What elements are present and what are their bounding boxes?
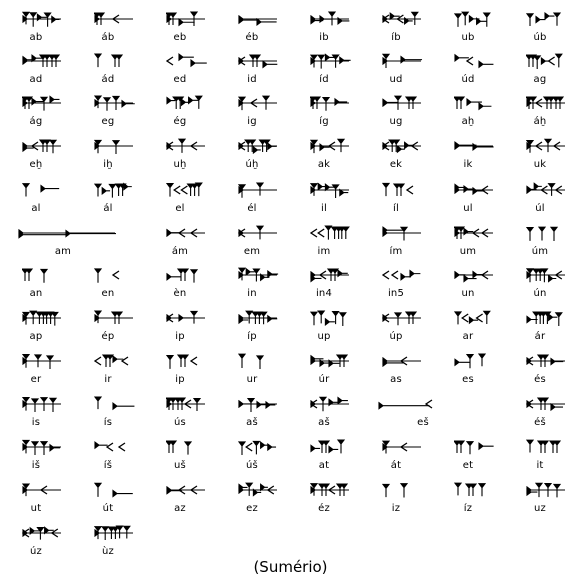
cuneiform-ul-icon — [454, 182, 496, 198]
sign-cell — [440, 90, 512, 130]
sign-label: éb — [245, 32, 259, 43]
sign-cell — [296, 391, 368, 431]
sign-cell — [368, 48, 440, 88]
cuneiform-ut2-icon — [94, 482, 136, 498]
cuneiform-ar2-icon — [526, 310, 568, 326]
sign-label: ur — [246, 374, 258, 385]
sign-cell — [296, 220, 368, 260]
sign-cell — [296, 262, 368, 302]
sign-label: ar — [462, 331, 474, 342]
cuneiform-ak-icon — [310, 138, 352, 154]
cuneiform-esh2-icon — [526, 396, 568, 412]
sign-cell — [368, 177, 440, 217]
cuneiform-uk-icon — [526, 138, 568, 154]
cuneiform-ip-b-icon — [166, 353, 208, 369]
cuneiform-ag-icon — [526, 53, 568, 69]
sign-label: ap — [29, 331, 43, 342]
cuneiform-in5-icon — [382, 267, 424, 283]
sign-label: uš — [174, 460, 186, 471]
sign-cell — [512, 348, 581, 388]
cuneiform-es-icon — [454, 353, 496, 369]
cuneiform-at-icon — [310, 439, 352, 455]
cuneiform-uh-icon — [166, 138, 208, 154]
cuneiform-ush-icon — [166, 439, 208, 455]
sign-label: ár — [534, 331, 546, 342]
sign-label: at — [318, 460, 330, 471]
cuneiform-er-icon — [22, 353, 64, 369]
sign-label: el — [175, 203, 185, 214]
cuneiform-um2-icon — [526, 225, 568, 241]
cuneiform-ar-icon — [454, 310, 496, 326]
cuneiform-al-icon — [22, 182, 64, 198]
cuneiform-uz2-icon — [22, 525, 64, 541]
sign-label: úš — [246, 460, 258, 471]
sign-cell — [224, 477, 296, 517]
sign-cell — [8, 90, 80, 130]
cuneiform-ip-icon — [166, 310, 208, 326]
cuneiform-it-icon — [526, 439, 568, 455]
sign-label: it — [536, 460, 544, 471]
sign-cell — [440, 262, 512, 302]
sign-cell — [512, 262, 581, 302]
sign-cell — [8, 48, 80, 88]
sign-label: eš — [417, 417, 429, 428]
sign-cell — [152, 90, 224, 130]
sign-label: ez — [246, 503, 258, 514]
cuneiform-ih-icon — [94, 138, 136, 154]
sign-label: úz — [30, 546, 42, 557]
sign-cell — [80, 90, 152, 130]
sign-cell — [152, 348, 224, 388]
sign-label: al — [31, 203, 41, 214]
sign-label: eg — [101, 116, 115, 127]
sign-cell — [512, 220, 581, 260]
cuneiform-el2-icon — [238, 182, 280, 198]
sign-cell — [296, 133, 368, 173]
sign-cell — [368, 90, 440, 130]
sign-cell — [224, 348, 296, 388]
cuneiform-im-icon — [310, 225, 352, 241]
sign-label: úr — [318, 374, 330, 385]
sign-cell — [224, 133, 296, 173]
sign-cell — [8, 6, 80, 46]
cuneiform-en3-icon — [166, 267, 208, 283]
sign-cell — [296, 477, 368, 517]
sign-cell — [512, 477, 581, 517]
cuneiform-ur2-icon — [310, 353, 352, 369]
sign-cell — [440, 48, 512, 88]
cuneiform-in-icon — [238, 267, 280, 283]
sign-cell — [8, 477, 80, 517]
cuneiform-ed-icon — [166, 53, 208, 69]
sign-label: éš — [534, 417, 546, 428]
sign-cell — [440, 434, 512, 474]
cuneiform-ez2-icon — [310, 482, 352, 498]
cuneiform-am2-icon — [166, 225, 208, 241]
sign-label: iz — [391, 503, 401, 514]
cuneiform-ul2-icon — [526, 182, 568, 198]
sign-label: ip — [175, 331, 185, 342]
sign-cell — [440, 177, 512, 217]
sign-label: ip — [175, 374, 185, 385]
sign-label: id — [247, 74, 257, 85]
sign-label: íl — [393, 203, 399, 214]
sign-label: áḫ — [533, 116, 547, 127]
sign-label: áb — [101, 32, 115, 43]
sign-label: as — [390, 374, 402, 385]
sign-label: an — [29, 288, 43, 299]
cuneiform-uh2-icon — [238, 138, 280, 154]
sign-cell — [512, 391, 581, 431]
cuneiform-ut-icon — [22, 482, 64, 498]
sign-cell — [296, 48, 368, 88]
cuneiform-ah2-icon — [526, 95, 568, 111]
sign-label: en — [101, 288, 115, 299]
sign-label: aḫ — [461, 116, 475, 127]
cuneiform-al2-icon — [94, 182, 136, 198]
cuneiform-ad-icon — [22, 53, 64, 69]
sign-cell — [152, 177, 224, 217]
sign-cell — [80, 177, 152, 217]
sign-cell — [80, 477, 152, 517]
sign-cell — [512, 133, 581, 173]
sign-label: úp — [389, 331, 403, 342]
sign-cell — [152, 391, 224, 431]
sign-cell — [440, 133, 512, 173]
sign-cell — [224, 48, 296, 88]
sign-label: ul — [463, 203, 473, 214]
cuneiform-is-icon — [22, 396, 64, 412]
sign-label: eḫ — [29, 159, 43, 170]
cuneiform-il2-icon — [382, 182, 424, 198]
sign-cell — [8, 177, 80, 217]
sign-cell — [440, 6, 512, 46]
sign-label: es — [462, 374, 474, 385]
sign-label: út — [102, 503, 114, 514]
sign-cell — [224, 177, 296, 217]
sign-label: up — [317, 331, 331, 342]
sign-label: uk — [533, 159, 547, 170]
sign-cell — [368, 262, 440, 302]
sign-label: uz — [534, 503, 546, 514]
cuneiform-esh-icon — [378, 396, 478, 412]
cuneiform-im2-icon — [382, 225, 424, 241]
sign-cell — [296, 6, 368, 46]
cuneiform-ag2-icon — [22, 95, 64, 111]
sign-label: ál — [103, 203, 113, 214]
sign-label: úl — [535, 203, 545, 214]
sign-label: ik — [463, 159, 473, 170]
sign-label: in5 — [387, 288, 405, 299]
cuneiform-as-icon — [382, 353, 424, 369]
sign-label: ím — [389, 246, 403, 257]
cuneiform-ad2-icon — [94, 53, 136, 69]
sign-label: in — [247, 288, 257, 299]
cuneiform-ip2-icon — [238, 310, 280, 326]
cuneiform-un2-icon — [526, 267, 568, 283]
sign-label: ib — [319, 32, 329, 43]
sign-label: um — [459, 246, 477, 257]
cuneiform-um-icon — [454, 225, 496, 241]
sign-cell — [80, 133, 152, 173]
sign-label: un — [461, 288, 475, 299]
sign-cell — [80, 262, 152, 302]
sign-cell — [512, 90, 581, 130]
sign-cell — [224, 434, 296, 474]
caption: (Sumério) — [253, 558, 328, 576]
sign-label: úm — [531, 246, 549, 257]
sign-label: iš — [31, 460, 41, 471]
cuneiform-us2-icon — [166, 396, 208, 412]
cuneiform-is2-icon — [94, 396, 136, 412]
cuneiform-ab2-icon — [94, 11, 136, 27]
sign-cell — [296, 177, 368, 217]
sign-label: ís — [103, 417, 113, 428]
cuneiform-ush2-icon — [238, 439, 280, 455]
sign-cell — [368, 348, 440, 388]
cuneiform-iz2-icon — [454, 482, 496, 498]
cuneiform-at2-icon — [382, 439, 424, 455]
sign-cell — [152, 477, 224, 517]
cuneiform-eb2-icon — [238, 11, 280, 27]
cuneiform-ah-icon — [454, 95, 496, 111]
cuneiform-ash-b-icon — [310, 396, 352, 412]
sign-label: ut — [30, 503, 42, 514]
sign-cell — [512, 6, 581, 46]
cuneiform-et-icon — [454, 439, 496, 455]
sign-label: ùz — [102, 546, 114, 557]
sign-label: ed — [173, 74, 187, 85]
sign-label: aš — [318, 417, 330, 428]
cuneiform-ish2-icon — [94, 439, 136, 455]
sign-label: ab — [29, 32, 43, 43]
sign-cell — [8, 305, 80, 345]
cuneiform-ash-icon — [238, 396, 280, 412]
cuneiform-ik-icon — [454, 138, 496, 154]
sign-label: am — [54, 246, 72, 257]
sign-cell — [368, 477, 440, 517]
sign-label: él — [247, 203, 257, 214]
sign-label: ág — [29, 116, 43, 127]
cuneiform-ib-icon — [310, 11, 352, 27]
sign-cell — [8, 434, 80, 474]
sign-label: ún — [533, 288, 547, 299]
sign-cell — [8, 220, 152, 260]
sign-cell — [152, 434, 224, 474]
sign-cell — [152, 262, 224, 302]
sign-cell — [440, 220, 512, 260]
sign-label: ép — [101, 331, 115, 342]
sign-label: in4 — [315, 288, 333, 299]
sign-label: át — [390, 460, 402, 471]
sign-cell — [512, 434, 581, 474]
sign-label: úb — [533, 32, 547, 43]
sign-label: ag — [533, 74, 547, 85]
sign-cell — [80, 434, 152, 474]
cuneiform-ur-icon — [238, 353, 280, 369]
sign-label: ég — [173, 116, 187, 127]
sign-cell — [368, 391, 512, 431]
cuneiform-iz-icon — [382, 482, 424, 498]
sign-cell — [8, 520, 80, 560]
cuneiform-em-icon — [238, 225, 280, 241]
sign-cell — [152, 305, 224, 345]
sign-label: íz — [463, 503, 473, 514]
cuneiform-ug-icon — [382, 95, 424, 111]
cuneiform-up2-icon — [382, 310, 424, 326]
cuneiform-ez-icon — [238, 482, 280, 498]
sign-label: ad — [29, 74, 43, 85]
sign-label: ak — [317, 159, 331, 170]
sign-cell — [80, 305, 152, 345]
sign-label: íg — [319, 116, 329, 127]
cuneiform-el-icon — [166, 182, 208, 198]
cuneiform-up-icon — [310, 310, 352, 326]
sign-cell — [152, 6, 224, 46]
sign-label: ub — [461, 32, 475, 43]
cuneiform-un-icon — [454, 267, 496, 283]
sign-label: ád — [101, 74, 115, 85]
sign-cell — [224, 90, 296, 130]
sign-label: eb — [173, 32, 187, 43]
sign-cell — [224, 6, 296, 46]
sign-label: aš — [246, 417, 258, 428]
sign-cell — [296, 305, 368, 345]
sign-cell — [296, 90, 368, 130]
sign-label: em — [243, 246, 261, 257]
sign-cell — [224, 262, 296, 302]
sign-cell — [8, 262, 80, 302]
sign-cell — [440, 348, 512, 388]
sign-cell — [80, 520, 152, 560]
sign-label: iḫ — [103, 159, 113, 170]
sign-cell — [440, 305, 512, 345]
sign-cell — [152, 133, 224, 173]
cuneiform-es2-icon — [526, 353, 568, 369]
sign-cell — [80, 48, 152, 88]
sign-label: im — [317, 246, 331, 257]
sign-cell — [152, 48, 224, 88]
cuneiform-ig2-icon — [310, 95, 352, 111]
cuneiform-ub2-icon — [526, 11, 568, 27]
sign-label: ug — [389, 116, 403, 127]
cuneiform-en-icon — [94, 267, 136, 283]
sign-cell — [512, 177, 581, 217]
sign-label: et — [462, 460, 474, 471]
cuneiform-eg-icon — [94, 95, 136, 111]
sign-cell — [224, 220, 296, 260]
cuneiform-uz-icon — [526, 482, 568, 498]
sign-label: az — [174, 503, 186, 514]
sign-label: íš — [103, 460, 113, 471]
cuneiform-ab-icon — [22, 11, 64, 27]
cuneiform-ir-icon — [94, 353, 136, 369]
sign-cell — [8, 391, 80, 431]
sign-cell — [80, 6, 152, 46]
sign-label: éz — [318, 503, 330, 514]
sign-cell — [224, 305, 296, 345]
sign-cell — [368, 6, 440, 46]
cuneiform-ig-icon — [238, 95, 280, 111]
sign-label: ig — [247, 116, 257, 127]
sign-label: is — [31, 417, 41, 428]
cuneiform-id2-icon — [310, 53, 352, 69]
sign-label: uḫ — [173, 159, 187, 170]
cuneiform-ud-icon — [382, 53, 424, 69]
sign-label: íb — [391, 32, 401, 43]
cuneiform-il-icon — [310, 182, 352, 198]
sign-cell — [80, 348, 152, 388]
cuneiform-ish-icon — [22, 439, 64, 455]
cuneiform-eg2-icon — [166, 95, 208, 111]
cuneiform-ep2-icon — [94, 310, 136, 326]
sign-cell — [512, 305, 581, 345]
sign-label: és — [534, 374, 546, 385]
sign-cell — [512, 48, 581, 88]
sign-cell — [368, 220, 440, 260]
cuneiform-ub-icon — [454, 11, 496, 27]
sign-label: er — [30, 374, 42, 385]
sign-label: úḫ — [245, 159, 259, 170]
cuneiform-ud2-icon — [454, 53, 496, 69]
sign-cell — [368, 133, 440, 173]
sign-cell — [224, 391, 296, 431]
cuneiform-eh-icon — [22, 138, 64, 154]
sign-label: íd — [319, 74, 329, 85]
sign-label: il — [321, 203, 327, 214]
sign-label: èn — [173, 288, 187, 299]
sign-cell — [8, 133, 80, 173]
cuneiform-id-icon — [238, 53, 280, 69]
sign-label: úd — [461, 74, 475, 85]
sign-cell — [80, 391, 152, 431]
cuneiform-ap-icon — [22, 310, 64, 326]
sign-cell — [152, 220, 224, 260]
sign-label: ir — [104, 374, 112, 385]
cuneiform-ib2-icon — [382, 11, 424, 27]
sign-cell — [368, 305, 440, 345]
cuneiform-az-icon — [166, 482, 208, 498]
sign-label: ek — [389, 159, 403, 170]
sign-label: ám — [171, 246, 189, 257]
sign-label: íp — [247, 331, 257, 342]
cuneiform-an-icon — [22, 267, 64, 283]
cuneiform-ek-icon — [382, 138, 424, 154]
sign-cell — [8, 348, 80, 388]
sign-label: ud — [389, 74, 403, 85]
cuneiform-eb-icon — [166, 11, 208, 27]
sign-cell — [368, 434, 440, 474]
cuneiform-in4-icon — [310, 267, 352, 283]
cuneiform-uz3-icon — [94, 525, 136, 541]
cuneiform-am-icon — [18, 225, 118, 241]
sign-cell — [296, 434, 368, 474]
sign-cell — [440, 477, 512, 517]
sign-cell — [296, 348, 368, 388]
sign-label: ús — [174, 417, 186, 428]
